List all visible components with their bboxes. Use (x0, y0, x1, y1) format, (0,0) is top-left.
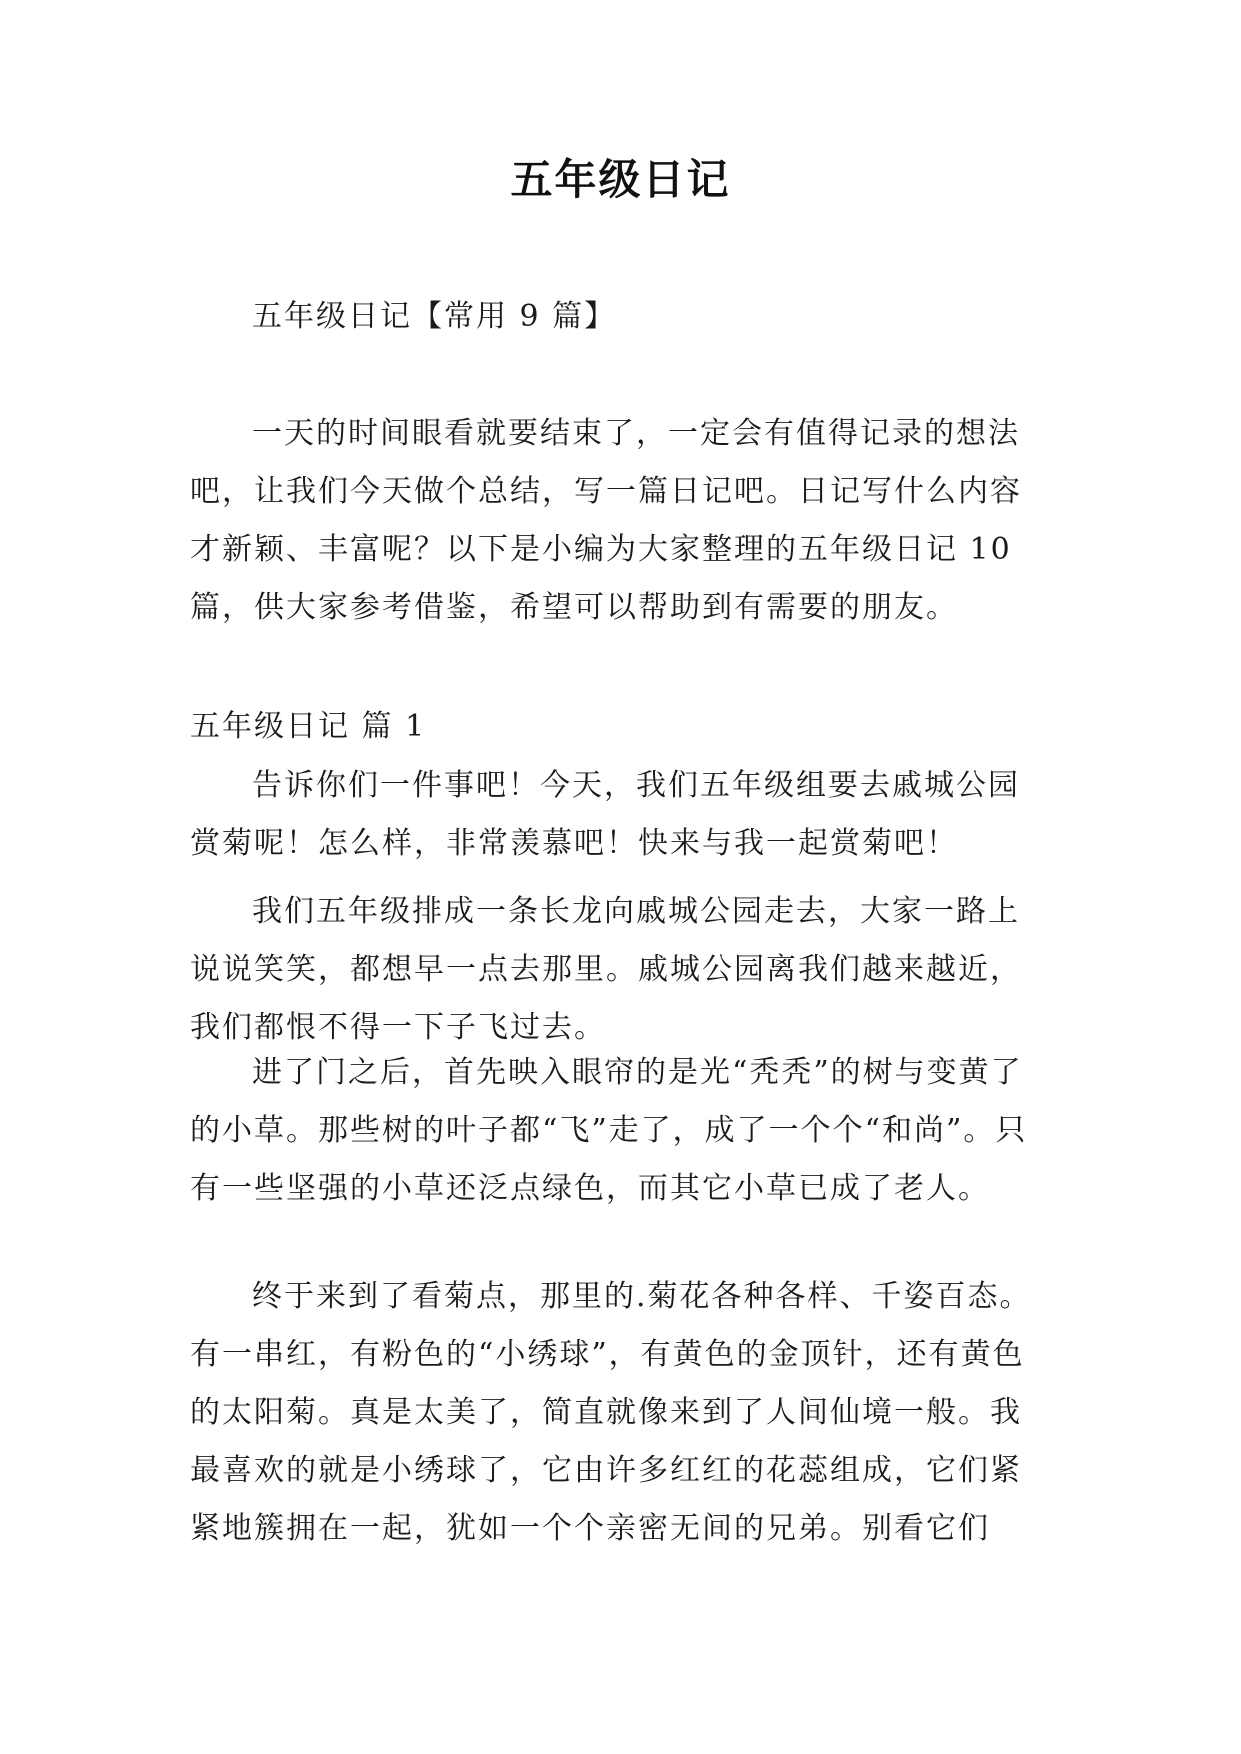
body-paragraph: 终于来到了看菊点，那里的.菊花各种各样、千姿百态。有一串红，有粉色的“小绣球”，有黄色的金顶针，还有黄色的太阳菊。真是太美了，简直就像来到了人间仙境一般。我最喜欢的就是小绣球了，它由许多红红的花蕊组成，它们紧紧地簇拥在一起，犹如一个个亲密无间的兄弟。别看它们 (190, 1279, 1032, 1546)
section-heading: 五年级日记 篇 1 (190, 709, 427, 744)
intro-paragraph: 一天的时间眼看就要结束了，一定会有值得记录的想法吧，让我们今天做个总结，写一篇日记吧。日记写什么内容才新颖、丰富呢？以下是小编为大家整理的五年级日记 10 篇，供大家参考借鉴，希望可以帮助到有需要的朋友。 (190, 416, 1022, 625)
body-paragraph: 告诉你们一件事吧！今天，我们五年级组要去戚城公园赏菊呢！怎么样，非常羡慕吧！快来与我一起赏菊吧！ (190, 768, 1020, 861)
document-title: 五年级日记 (510, 155, 731, 204)
body-paragraph: 我们五年级排成一条长龙向戚城公园走去，大家一路上说说笑笑，都想早一点去那里。戚城公园离我们越来越近，我们都恨不得一下子飞过去。 (190, 894, 1022, 1045)
body-paragraph: 进了门之后，首先映入眼帘的是光“秃秃”的树与变黄了的小草。那些树的叶子都“飞”走了，成了一个个“和尚”。只有一些坚强的小草还泛点绿色，而其它小草已成了老人。 (190, 1055, 1028, 1206)
document-subtitle: 五年级日记【常用 9 篇】 (252, 299, 617, 334)
